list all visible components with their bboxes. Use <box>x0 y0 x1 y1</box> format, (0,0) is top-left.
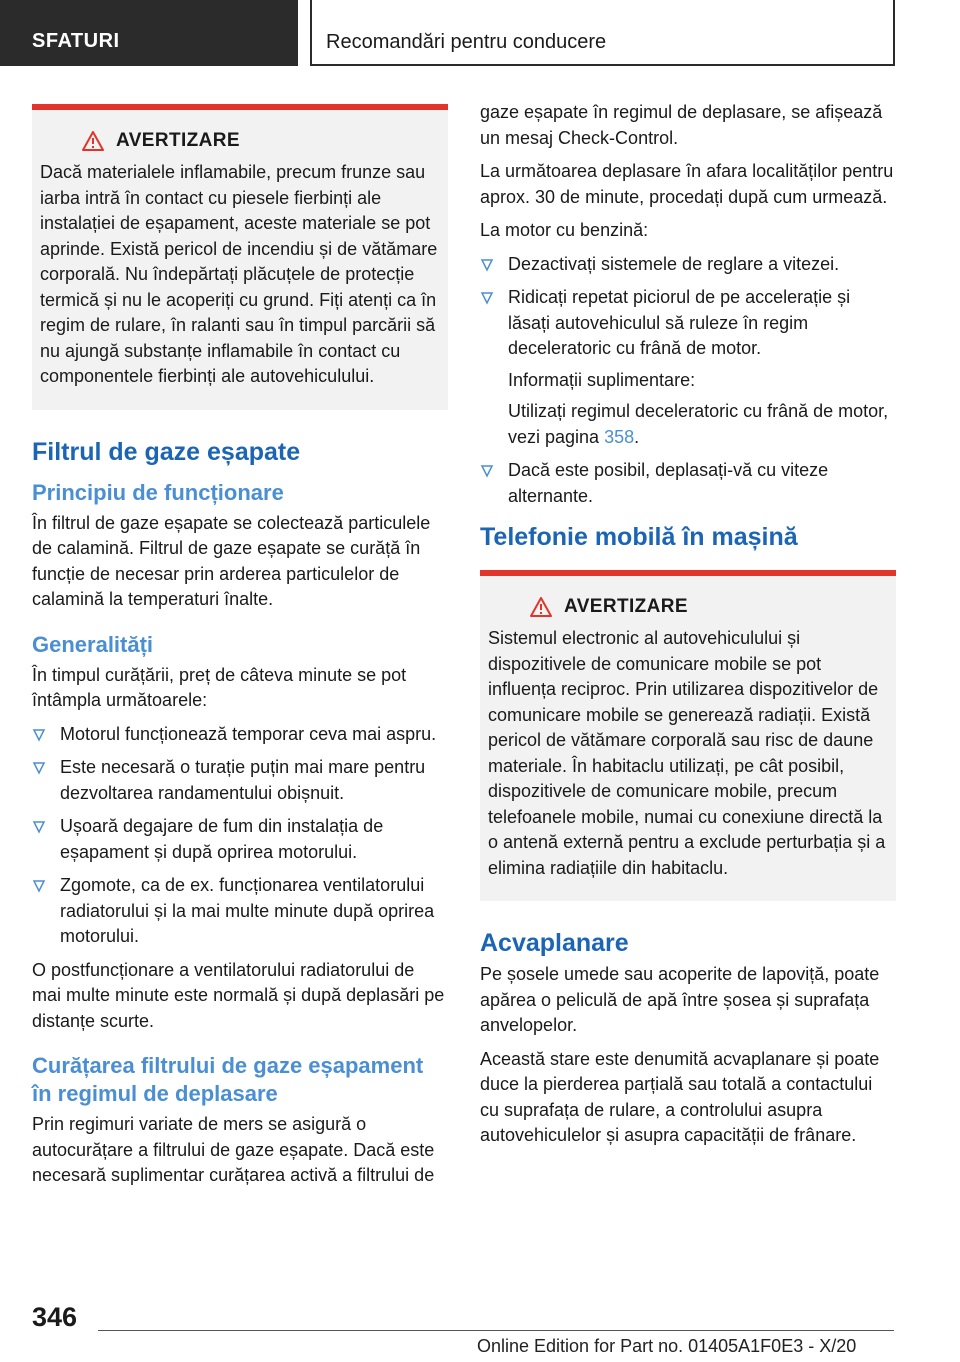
paragraph-aquaplaning-1: Pe șosele umede sau acoperite de lapoviță, poate apărea o peliculă de apă între șosea și suprafața anvelopelor. <box>480 964 880 1035</box>
header-divider <box>310 0 312 66</box>
heading-exhaust-filter: Filtrul de gaze eșapate <box>32 437 301 466</box>
warning-box-fire <box>32 104 448 410</box>
header-right-border <box>893 0 895 66</box>
list-item-text: Zgomote, ca de ex. funcționarea ventilatorului radiatorului și la mai multe minute după oprirea motorului. <box>60 875 435 946</box>
page-header <box>0 0 960 66</box>
heading-general: Generalități <box>32 631 154 657</box>
warning-title: AVERTIZARE <box>116 130 240 151</box>
list-item <box>32 873 448 950</box>
section-label: SFATURI <box>32 30 120 52</box>
heading-aquaplaning: Acvaplanare <box>480 929 629 957</box>
additional-info-text <box>508 399 896 450</box>
list-item <box>480 285 896 450</box>
list-item-text: Ridicați repetat piciorul de pe accelerație și lăsați autovehiculul să ruleze în regim deceleratoric cu frână de motor. <box>508 287 851 358</box>
list-item <box>480 252 896 278</box>
triangle-bullet-icon <box>32 728 46 742</box>
section-tab <box>0 0 298 66</box>
warning-triangle-icon <box>82 131 104 151</box>
paragraph-general: În timpul curățării, preț de câteva minute se pot întâmpla următoarele: <box>32 664 407 710</box>
info-end-punct: . <box>634 426 640 447</box>
list-item-text: Motorul funcționează temporar ceva mai aspru. <box>60 723 437 744</box>
list-item <box>480 458 896 509</box>
paragraph-cleaning: Prin regimuri variate de mers se asigură o autocurățare a filtrului de gaze eșapate. Dacă este necesară suplimentar curățarea activă a filtrului de <box>32 1114 435 1185</box>
triangle-bullet-icon <box>32 820 46 834</box>
procedure-bullet-list <box>480 252 896 510</box>
paragraph-after-run: O postfuncționare a ventilatorului radiatorului de mai multe minute este normală și după deplasări pe distanțe scurte. <box>32 959 445 1031</box>
paragraph-petrol: La motor cu benzină: <box>480 220 649 240</box>
info-detail-text: Utilizați regimul deceleratoric cu frână de motor, vezi pagina <box>508 401 889 447</box>
paragraph-principle: În filtrul de gaze eșapate se colectează particulele de calamină. Filtrul de gaze eșapate se curăță în funcție de necesar prin arderea particulelor de calamină la temperaturi înalte. <box>32 512 431 609</box>
paragraph-continued: gaze eșapate în regimul de deplasare, se afișează un mesaj Check-Control. <box>480 102 883 148</box>
heading-filter-cleaning: Curățarea filtrului de gaze eșapament în regimul de deplasare <box>32 1053 424 1106</box>
general-bullet-list <box>32 722 448 950</box>
additional-info-label: Informații suplimentare: <box>508 369 696 390</box>
list-item-text: Este necesară o turație puțin mai mare pentru dezvoltarea randamentului obișnuit. <box>60 757 426 803</box>
heading-operating-principle: Principiu de funcționare <box>32 479 284 505</box>
heading-mobile-phone: Telefonie mobilă în mașină <box>480 523 798 551</box>
warning-header <box>82 130 440 152</box>
page-reference-link[interactable]: 358 <box>604 426 635 447</box>
triangle-bullet-icon <box>480 291 494 305</box>
list-item <box>32 755 448 806</box>
triangle-bullet-icon <box>32 879 46 893</box>
header-underline <box>312 64 894 66</box>
triangle-bullet-icon <box>480 258 494 272</box>
footer-rule <box>98 1330 894 1331</box>
page-number: 346 <box>32 1302 78 1332</box>
warning-text: Dacă materialele inflamabile, precum frunze sau iarba intră în contact cu piesele fierbinți ale instalației de eșapament, aceste materiale se pot aprinde. Există pericol de incendiu și de vătămare corporală. Nu îndepărtați plăcuțele de protecție termică și nu le acoperiți cu grund. Fiți atenți ca în regim de rulare, în ralanti sau în timpul parcării să nu ajungă substanțe inflamabile în contact cu componentele fierbinți ale autovehiculului. <box>40 162 438 386</box>
list-item <box>32 722 448 748</box>
triangle-bullet-icon <box>32 761 46 775</box>
warning-header <box>530 596 888 618</box>
left-column <box>32 104 448 1197</box>
edition-note: Online Edition for Part no. 01405A1F0E3 - X/20 <box>477 1336 857 1356</box>
paragraph-next-drive: La următoarea deplasare în afara localităților pentru aprox. 30 de minute, procedați după cum urmează. <box>480 161 894 207</box>
paragraph-aquaplaning-2: Această stare este denumită acvaplanare și poate duce la pierderea parțială sau totală a contactului cu suprafața de rulare, a controlului asupra autovehiculelor și asupra capacității de frânare. <box>480 1048 880 1145</box>
warning-text: Sistemul electronic al autovehiculului și dispozitivele de comunicare mobile se pot influența reciproc. Prin utilizarea dispozitivelor de comunicare mobile se generează radiații. Există pericol de vătămare corporală sau risc de daune materiale. În habitaclu utilizați, pe cât posibil, dispozitivele de comunicare mobile, precum telefoanele mobile, numai cu conexiune directă la o antenă externă pentru a exclude perturbația și a elimina radiațiile din habitaclu. <box>488 628 886 878</box>
list-item-text: Ușoară degajare de fum din instalația de eșapament și după oprirea motorului. <box>60 816 384 862</box>
triangle-bullet-icon <box>480 464 494 478</box>
warning-box-mobile <box>480 570 896 901</box>
list-item-text: Dacă este posibil, deplasați-vă cu viteze alternante. <box>508 460 829 506</box>
chapter-title: Recomandări pentru conducere <box>326 31 607 53</box>
list-item-text: Dezactivați sistemele de reglare a vitezei. <box>508 253 840 274</box>
list-item <box>32 814 448 865</box>
right-column <box>480 100 896 1157</box>
warning-title: AVERTIZARE <box>564 596 688 617</box>
warning-triangle-icon <box>530 597 552 617</box>
